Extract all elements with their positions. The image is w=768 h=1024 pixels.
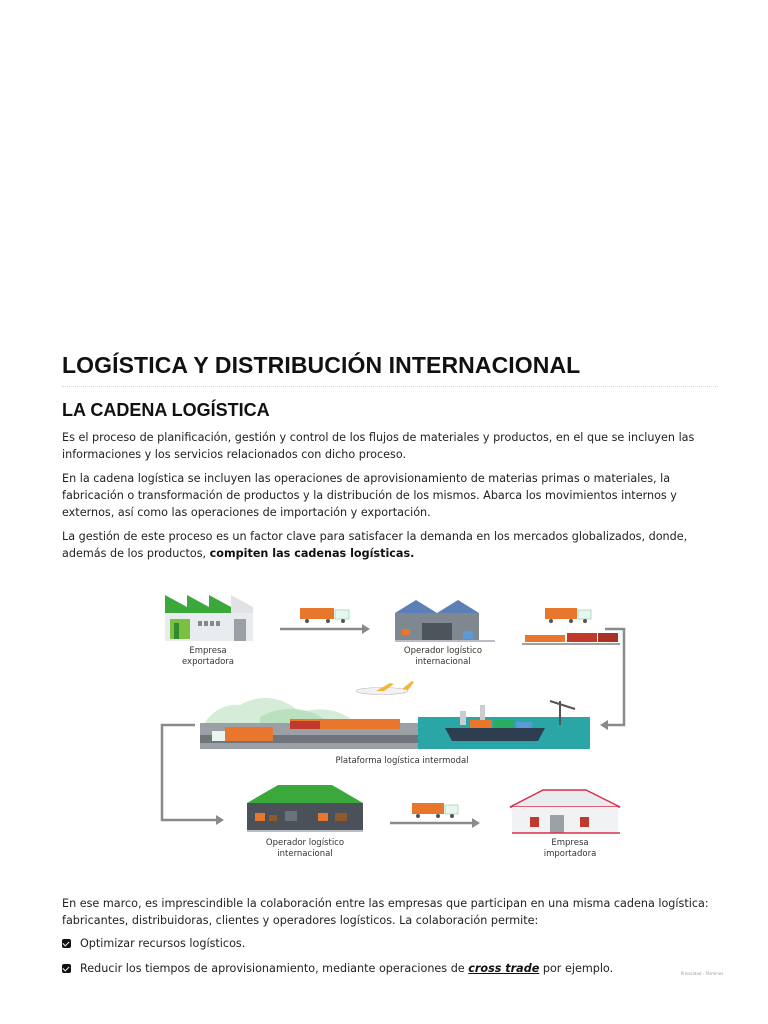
checklist-item bbox=[62, 935, 702, 953]
operator-warehouse-icon bbox=[395, 600, 495, 641]
checkbox-checked-icon bbox=[62, 939, 71, 948]
truck-icon bbox=[412, 803, 458, 818]
importer-label-line1: Empresa bbox=[551, 838, 589, 848]
exporter-label-line1: Empresa bbox=[189, 646, 227, 656]
page-title: LOGÍSTICA Y DISTRIBUCIÓN INTERNACIONAL bbox=[62, 352, 581, 378]
operator-warehouse-icon bbox=[247, 785, 363, 831]
checklist-text: Optimizar recursos logísticos. bbox=[80, 937, 246, 950]
truck-icon bbox=[545, 608, 591, 623]
logistics-chain-diagram bbox=[150, 585, 630, 865]
management-emphasis: compiten las cadenas logísticas. bbox=[209, 547, 415, 560]
definition-paragraph: En la cadena logística se incluyen las operaciones de aprovisionamiento de materias primas o materiales, la fabricación o transformación de productos y la distribución de los mismos. Abarca los movimientos internos y externos, así como las operaciones de importación y exportación. bbox=[62, 472, 677, 519]
operator-top-label-line1: Operador logístico bbox=[403, 646, 483, 656]
operator-top-label-line2: internacional bbox=[415, 657, 471, 667]
management-text: La gestión de este proceso es un factor clave para satisfacer la demanda en los mercados globalizados, donde, además de los productos, bbox=[62, 530, 688, 560]
arrow-to-operator-icon bbox=[280, 624, 370, 634]
checkbox-checked-icon bbox=[62, 964, 71, 973]
operator-bottom-label-line2: internacional bbox=[277, 849, 333, 859]
importer-label-line2: importadora bbox=[543, 849, 597, 859]
section-title: LA CADENA LOGÍSTICA bbox=[62, 400, 270, 420]
checklist-text-before: Reducir los tiempos de aprovisionamiento, mediante operaciones de bbox=[80, 962, 469, 975]
train-icon bbox=[522, 633, 620, 644]
checklist-text-after: por ejemplo. bbox=[539, 962, 614, 975]
cross-trade-link[interactable]: cross trade bbox=[468, 962, 540, 975]
truck-icon bbox=[300, 608, 349, 623]
platform-label: Plataforma logística intermodal bbox=[335, 756, 469, 766]
arrow-to-importer-icon bbox=[390, 818, 480, 828]
collaboration-paragraph: En ese marco, es imprescindible la colaboración entre las empresas que participan en una misma cadena logística: fabricantes, distribuidoras, clientes y operadores logísticos. La colaboración permite: bbox=[62, 897, 709, 927]
ad-privacy-terms[interactable]: Privacidad - Términos bbox=[680, 971, 724, 976]
intro-paragraph: Es el proceso de planificación, gestión y control de los flujos de materiales y productos, en el que se incluyen las informaciones y los servicios relacionados con dicho proceso. bbox=[62, 431, 695, 461]
exporter-factory-icon bbox=[165, 595, 253, 641]
checklist-item bbox=[62, 960, 702, 978]
exporter-label-line2: exportadora bbox=[181, 657, 235, 667]
airplane-icon bbox=[356, 681, 414, 695]
management-paragraph bbox=[62, 528, 712, 562]
intermodal-platform-scene bbox=[200, 698, 590, 749]
importer-building-icon bbox=[510, 790, 620, 833]
operator-bottom-label-line1: Operador logístico bbox=[265, 838, 345, 848]
title-divider bbox=[62, 386, 718, 387]
